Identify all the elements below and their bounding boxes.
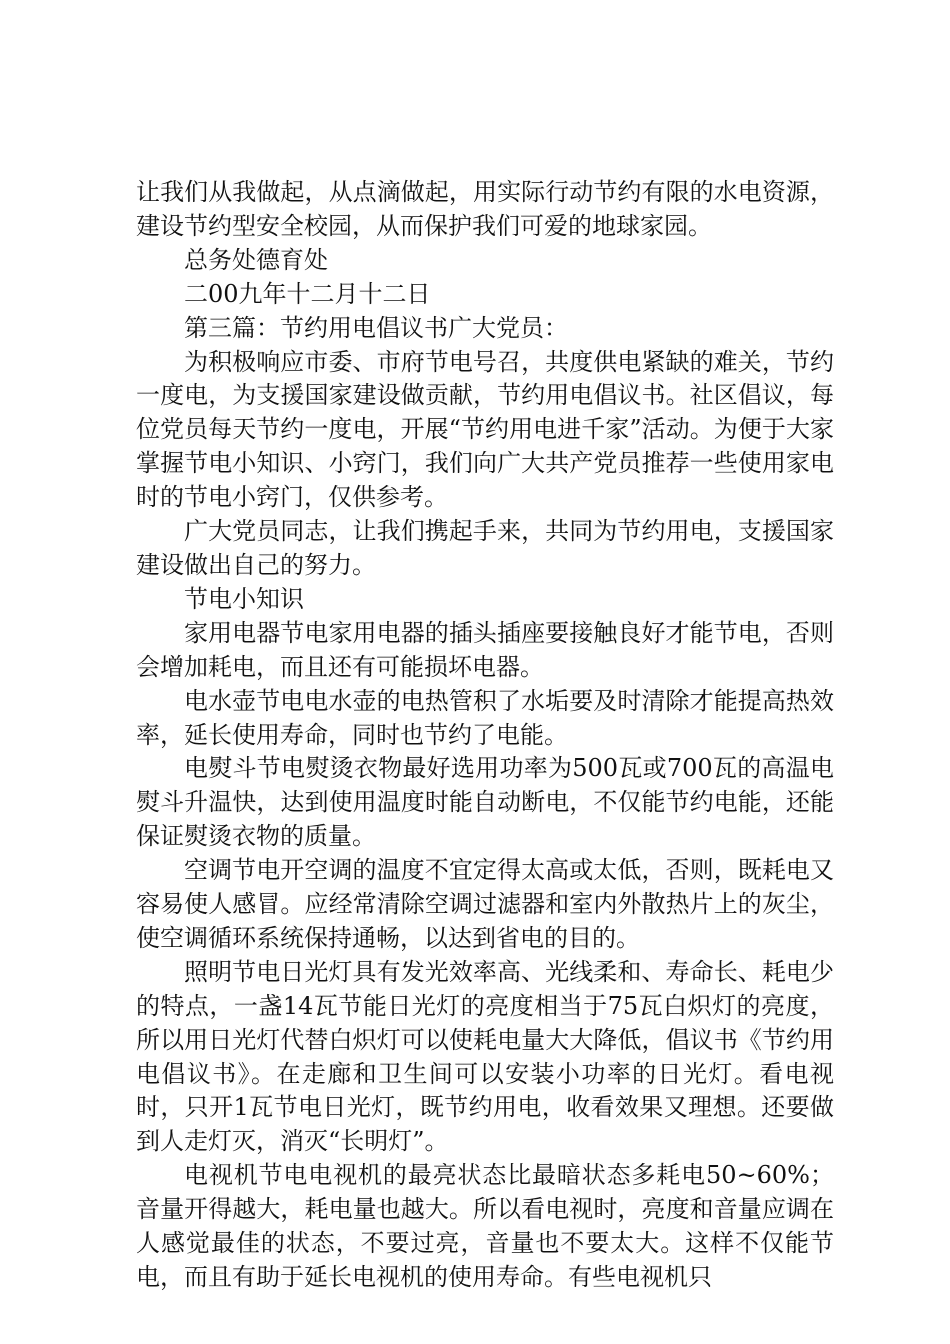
document-page <box>136 176 834 1295</box>
paragraph-tip-television: 电视机节电电视机的最亮状态比最暗状态多耗电50~60%；音量开得越大，耗电量也越大。所以看电视时，亮度和音量应调在人感觉最佳的状态，不要过亮，音量也不要太大。这样不仅能节电，而且有助于延长电视机的使用寿命。有些电视机只 <box>136 1161 834 1291</box>
paragraph-signature-date: 二00九年十二月十二日 <box>184 279 431 308</box>
paragraph-tips-heading: 节电小知识 <box>184 584 304 613</box>
paragraph-tip-kettle: 电水壶节电电水壶的电热管积了水垢要及时清除才能提高热效率，延长使用寿命，同时也节约了电能。 <box>136 686 834 749</box>
paragraph-tip-air-conditioner: 空调节电开空调的温度不宜定得太高或太低，否则，既耗电又容易使人感冒。应经常清除空调过滤器和室内外散热片上的灰尘，使空调循环系统保持通畅，以达到省电的目的。 <box>136 856 834 952</box>
paragraph-intro-conclusion: 让我们从我做起，从点滴做起，用实际行动节约有限的水电资源，建设节约型安全校园，从而保护我们可爱的地球家园。 <box>136 178 834 240</box>
paragraph-call-to-action: 广大党员同志，让我们携起手来，共同为节约用电，支援国家建设做出自己的努力。 <box>136 517 834 579</box>
paragraph-appeal: 为积极响应市委、市府节电号召，共度供电紧缺的难关，节约一度电，为支援国家建设做贡献，节约用电倡议书。社区倡议，每位党员每天节约一度电，开展“节约用电进千家”活动。为便于大家掌握节电小知识、小窍门，我们向广大共产党员推荐一些使用家电时的节电小窍门，仅供参考。 <box>136 347 834 512</box>
paragraph-tip-iron: 电熨斗节电熨烫衣物最好选用功率为500瓦或700瓦的高温电熨斗升温快，达到使用温度时能自动断电，不仅能节约电能，还能保证熨烫衣物的质量。 <box>136 754 834 851</box>
paragraph-section-heading: 第三篇：节约用电倡议书广大党员： <box>184 313 568 342</box>
paragraph-signature-department: 总务处德育处 <box>184 245 328 274</box>
paragraph-tip-lighting: 照明节电日光灯具有发光效率高、光线柔和、寿命长、耗电少的特点，一盏14瓦节能日光灯的亮度相当于75瓦白炽灯的亮度，所以用日光灯代替白炽灯可以使耗电量大大降低，倡议书《节约用电倡议书》。在走廊和卫生间可以安装小功率的日光灯。看电视时，只开1瓦节电日光灯，既节约用电，收看效果又理想。还要做到人走灯灭，消灭“长明灯”。 <box>136 957 834 1156</box>
paragraph-tip-appliances: 家用电器节电家用电器的插头插座要接触良好才能节电，否则会增加耗电，而且还有可能损坏电器。 <box>136 618 834 681</box>
